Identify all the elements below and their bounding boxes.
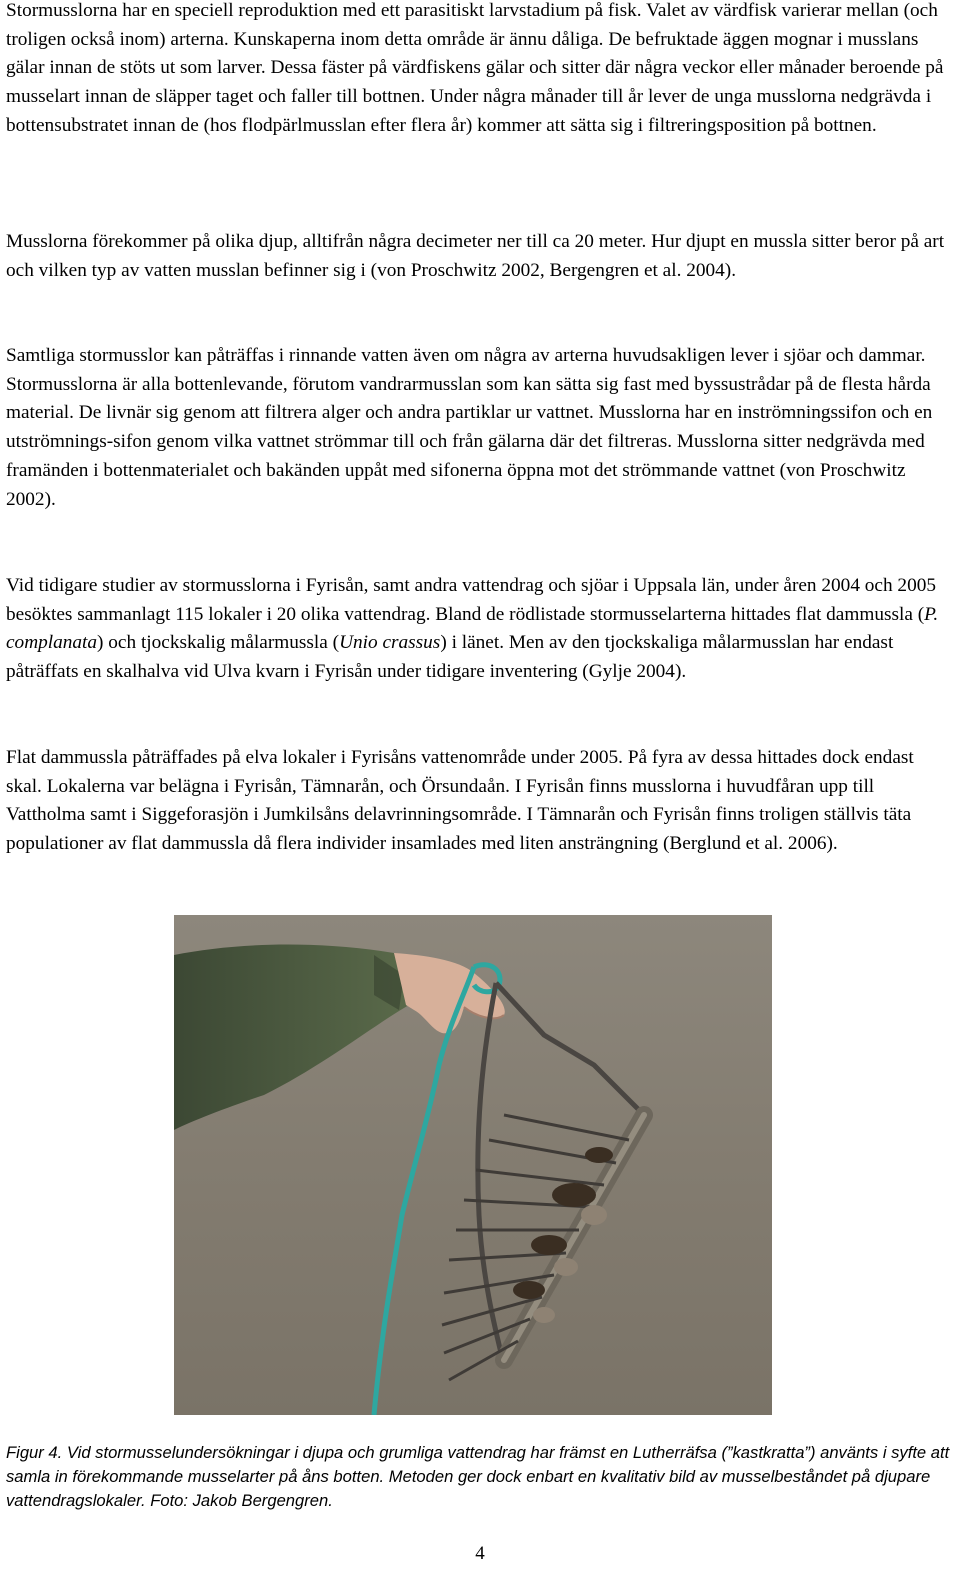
text-run: Musslorna förekommer på olika djup, alltifrån några decimeter ner till ca 20 meter. Hur djupt en mussla sitter beror på art och vilken typ av vatten musslan befinner sig i (von Proschwitz 2002, Bergengren et al. 2004). xyxy=(6,231,945,281)
body-paragraph-3 xyxy=(6,342,954,514)
text-run: Samtliga stormusslor kan påträffas i rinnande vatten även om några av arterna huvudsakligen lever i sjöar och dammar. Stormusslorna är alla bottenlevande, förutom vandrarmusslan som kan sätta sig fast med byssustrådar på de flesta hårda material. De livnär sig genom att filtrera alger och andra partiklar ur vattnet. Musslorna har en inströmningssifon och en utströmnings-sifon genom vilka vattnet strömmar till och från gälarna där det filtreras. Musslorna sitter nedgrävda med framänden i bottenmaterialet och bakänden uppåt med sifonerna öppna mot det strömmande vattnet (von Proschwitz 2002). xyxy=(6,345,933,510)
text-run: ) i länet. Men av den tjockskaliga målarmusslan har endast påträffats en skalhalva vid Ulva kvarn i Fyrisån under tidigare inventering (Gylje 2004). xyxy=(6,632,894,683)
body-paragraph-2 xyxy=(6,228,954,285)
text-run: Stormusslorna har en speciell reproduktion med ett parasitiskt larvstadium på fisk. Valet av värdfisk varierar mellan (och troligen också inom) arterna. Kunskaperna inom detta område är ännu dåliga. De befruktade äggen mognar i musslans gälar innan de stöts ut som larver. Dessa fäster på värdfiskens gälar och sitter där några veckor eller månader beroende på musselart innan de släpper taget och faller till bottnen. Under några månader till år lever de unga musslorna nedgrävda i bottensubstratet innan de (hos flodpärlmusslan efter flera år) kommer att sätta sig i filtreringsposition på bottnen. xyxy=(6,0,944,136)
text-run: Vid tidigare studier av stormusslorna i Fyrisån, samt andra vattendrag och sjöar i Uppsala län, under åren 2004 och 2005 besöktes sammanlagt 115 lokaler i 20 olika vattendrag. Bland de rödlistade stormusselarterna hittades flat dammussla ( xyxy=(6,575,936,625)
body-paragraph-4 xyxy=(6,572,954,687)
body-paragraph-5 xyxy=(6,744,954,859)
page-number: 4 xyxy=(475,1543,485,1564)
text-run: ) och tjockskalig målarmussla ( xyxy=(97,632,340,654)
figure-photo xyxy=(174,915,772,1415)
text-run: Unio crassus xyxy=(339,632,441,654)
text-run: Flat dammussla påträffades på elva lokaler i Fyrisåns vattenområde under 2005. På fyra av dessa hittades dock endast skal. Lokalerna var belägna i Fyrisån, Tämnarån, och Örsundaån. I Fyrisån finns musslorna i huvudfåran upp till Vattholma samt i Siggeforasjön i Jumkilsåns delavrinningsområde. I Tämnarån och Fyrisån finns troligen ställvis täta populationer av flat dammussla då flera individer insamlades med liten ansträngning (Berglund et al. 2006). xyxy=(6,747,914,855)
figure-caption: Figur 4. Vid stormusselundersökningar i djupa och grumliga vattendrag har främst en Lutherräfsa (”kastkratta”) använts i syfte att samla in förekommande musselarter på åns botten. Metoden ger dock enbart en kvalitativ bild av musselbeståndet på djupare vattendragslokaler. Foto: Jakob Bergengren. xyxy=(6,1443,950,1510)
body-paragraph-1 xyxy=(6,0,954,141)
text-run: P. complanata xyxy=(6,603,939,654)
